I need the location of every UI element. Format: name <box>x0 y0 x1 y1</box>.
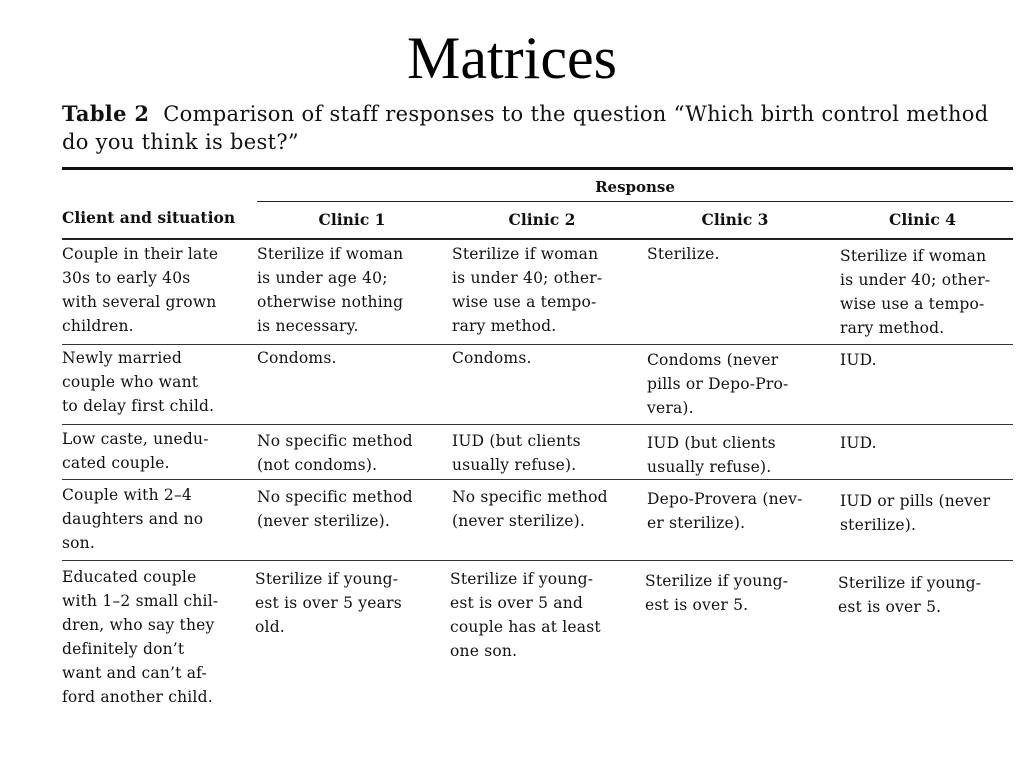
table-caption-text: Comparison of staff responses to the question “Which birth control method do you think is best?” <box>62 102 989 154</box>
row-3-client: Low caste, unedu- cated couple. <box>62 430 209 472</box>
header-rule <box>62 238 1013 240</box>
row-4-clinic-2: No specific method (never sterilize). <box>452 488 608 530</box>
table-caption <box>62 100 1012 156</box>
row-1-clinic-4: Sterilize if woman is under 40; other- wise use a tempo- rary method. <box>840 247 991 337</box>
row-4-clinic-4: IUD or pills (never sterilize). <box>840 492 991 534</box>
row-5-clinic-4: Sterilize if young- est is over 5. <box>838 574 982 616</box>
row-1-rule <box>62 344 1013 345</box>
table-label: Table 2 <box>62 101 150 126</box>
clinic-3-header: Clinic 3 <box>701 210 769 229</box>
row-1-client: Couple in their late 30s to early 40s with several grown children. <box>62 245 219 335</box>
slide-title: Matrices <box>407 25 617 91</box>
row-2-rule <box>62 424 1013 425</box>
row-3-clinic-4: IUD. <box>840 434 877 452</box>
row-1-clinic-1: Sterilize if woman is under age 40; otherwise nothing is necessary. <box>257 245 404 335</box>
client-situation-header: Client and situation <box>62 208 236 227</box>
row-3-rule <box>62 479 1013 480</box>
row-2-clinic-3: Condoms (never pills or Depo-Pro- vera). <box>647 351 789 417</box>
row-2-clinic-1: Condoms. <box>257 349 337 367</box>
row-5-clinic-1: Sterilize if young- est is over 5 years old. <box>255 570 402 636</box>
row-1-clinic-2: Sterilize if woman is under 40; other- wise use a tempo- rary method. <box>452 245 603 335</box>
row-4-clinic-1: No specific method (never sterilize). <box>257 488 413 530</box>
clinic-1-header: Clinic 1 <box>318 210 386 229</box>
row-3-clinic-2: IUD (but clients usually refuse). <box>452 432 581 474</box>
clinic-2-header: Clinic 2 <box>508 210 576 229</box>
row-4-rule <box>62 560 1013 561</box>
row-2-client: Newly married couple who want to delay first child. <box>62 349 215 415</box>
row-3-clinic-3: IUD (but clients usually refuse). <box>647 434 776 476</box>
response-rule <box>257 201 1013 202</box>
row-3-clinic-1: No specific method (not condoms). <box>257 432 413 474</box>
response-header: Response <box>595 178 675 196</box>
row-5-client: Educated couple with 1–2 small chil- dren, who say they definitely don’t want and can’t af- ford another child. <box>62 568 219 706</box>
clinic-4-header: Clinic 4 <box>889 210 956 229</box>
row-1-clinic-3: Sterilize. <box>647 245 720 263</box>
table-top-rule <box>62 167 1013 170</box>
row-2-clinic-2: Condoms. <box>452 349 532 367</box>
row-5-clinic-2: Sterilize if young- est is over 5 and couple has at least one son. <box>450 570 601 660</box>
row-5-clinic-3: Sterilize if young- est is over 5. <box>645 572 789 614</box>
row-4-clinic-3: Depo-Provera (nev- er sterilize). <box>647 490 803 532</box>
row-4-client: Couple with 2–4 daughters and no son. <box>62 486 204 552</box>
row-2-clinic-4: IUD. <box>840 351 877 369</box>
